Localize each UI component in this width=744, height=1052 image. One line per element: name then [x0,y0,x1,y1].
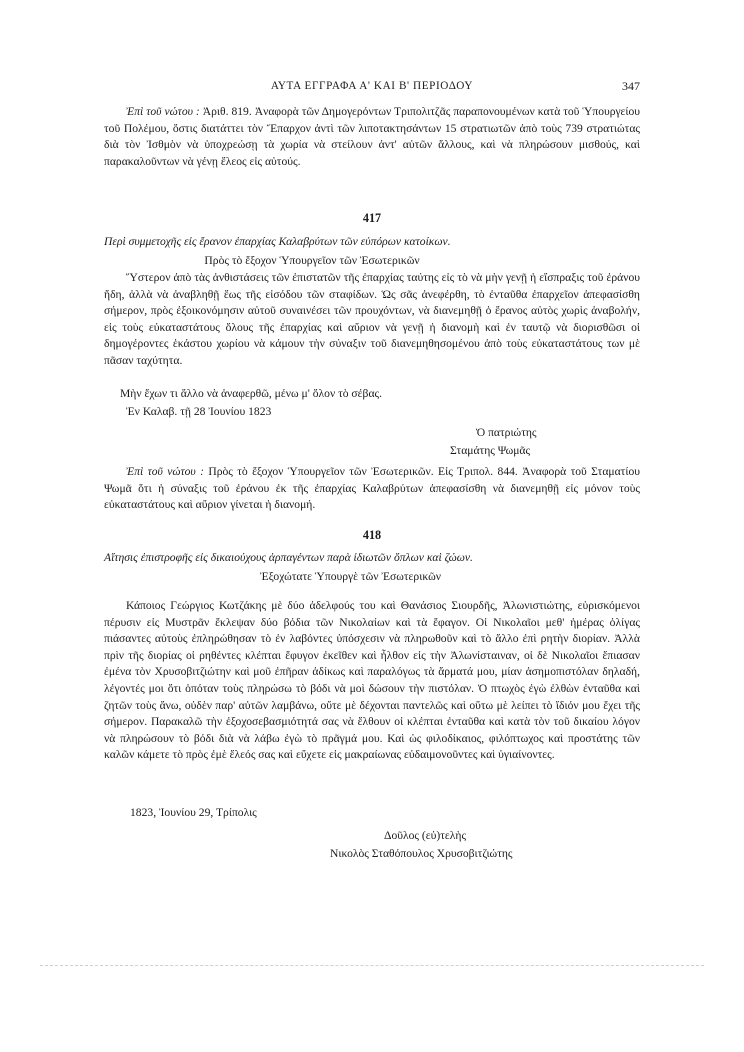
note-on-back-844 [104,464,640,514]
place-date-417: Ἐν Καλαβ. τῇ 28 Ἰουνίου 1823 [126,405,272,418]
signature-name-417: Σταμάτης Ψωμᾶς [450,444,531,457]
note-on-back-819 [104,104,640,170]
page-number: 347 [622,79,640,93]
document-number-417: 417 [362,211,382,225]
signature-title-418: Δοῦλος (εὐ)τελὴς [384,829,467,842]
page-header [104,78,640,96]
document-title-418: Αἴτησις ἐπιστροφῆς εἰς δικαιούχους ἁρπαγέντων παρὰ ἰδιωτῶν ὅπλων καὶ ζώων. [104,551,473,564]
addressee-418: Ἐξοχώτατε Ὑπουργὲ τῶν Ἐσωτερικῶν [260,570,442,583]
note-text: Πρὸς τὸ ἔξοχον Ὑπουργεῖον τῶν Ἐσωτερικῶν. Εἰς Τριπολ. 844. Ἀναφορὰ τοῦ Σταματίου Ψωμᾶ ὅτι ἡ σύναξις τοῦ ἐράνου ἐκ τῆς ἐπαρχίας Καλαβρύτων ἀπεφασίσθη νὰ διανεμηθῇ εἰς μόνον τοὺς εὐκαταστάτους καὶ αὔριον γίνεται ἡ διανομή. [104,465,640,512]
note-head: Ἐπὶ τοῦ νώτου : [126,105,200,118]
signature-title-417: Ὁ πατριώτης [476,426,537,439]
document-body-417: Ὕστερον ἀπὸ τὰς ἀνθιστάσεις τῶν ἐπιστατῶν τῆς ἐπαρχίας ταύτης εἰς τὸ νὰ μὴν γενῇ ἡ εἴσπραξις τοῦ ἐράνου ἤδη, ἀλλὰ νὰ ἀναβληθῇ ἕως τῆς εἰσόδου τῶν σταφίδων. Ὡς σᾶς ἀνεφέρθη, τὸ ἐνταῦθα ἐπαρχεῖον ἀπεφασίσθη σήμερον, πρὸς ἐξοικονόμησιν αὐτοῦ συναινέσει τῶν προυχόντων, νὰ διανεμηθῇ ὁ ἔρανος αὐτὸς χωρὶς ἀναβολήν, εἰς τοὺς εὐκαταστάτους ὅλους τῆς ἐπαρχίας καὶ αὔριον νὰ γενῇ ἡ διανομὴ καὶ ἐν ταυτῷ νὰ διορισθῶσι οἱ δημογέροντες ἑκάστου χωρίου νὰ κάμουν τὴν σύναξιν τοῦ διανεμηθησομένου ἀπὸ τοὺς εὐκαταστάτους των μὲ πᾶσαν ταχύτητα. [104,271,640,367]
note-head: Ἐπὶ τοῦ νώτου : [126,465,204,478]
place-date-418: 1823, Ἰουνίου 29, Τρίπολις [130,806,257,819]
document-number-418: 418 [362,528,382,542]
document-body-418: Κάποιος Γεώργιος Κωτζάκης μὲ δύο ἀδελφούς του καὶ Θανάσιος Σιουρδῆς, Ἀλωνιστιώτης, εὑρισκόμενοι πέρυσιν εἰς Μυστρᾶν ἔκλεψαν δύο βόδια τῶν Νικολαίων καὶ τὰ ἔφαγον. Οἱ Νικολαῖοι μεθ' ἡμέρας ὀλίγας πιάσαντες αὐτοὺς ἐπληρώθησαν τὸ ἐν λαβόντες ὑπόσχεσιν νὰ πληρωθοῦν καὶ τὸ ἄλλο ἐπὶ ρητὴν διορίαν. Ἀλλὰ πρὶν τῆς διορίας οἱ ρηθέντες κλέπται ἔφυγον ἐκεῖθεν καὶ ἦλθον εἰς τὴν Ἀλωνίσταιναν, οἱ δὲ Νικολαῖοι ἔπιασαν ἐμένα τὸν Χρυσοβιτζιώτην καὶ μοῦ ἐπῆραν ἀδίκως καὶ παραλόγως τὰ ἄρματά μου, μίαν ἀσημοπιστόλαν δηλαδή, λέγοντές μοι ὅτι ὁπόταν τοὺς πληρώσω τὸ βόδι νὰ μοὶ δώσουν τὴν πιστόλαν. Ὁ πτωχὸς ἐγὼ ἐλθὼν ἐνταῦθα καὶ ζητῶν τοὺς ἄνω, οὐδὲν παρ' αὐτῶν λαμβάνω, οὔτε μὲ δέχονται παντελῶς καὶ οὕτω μὲ λείπει τὸ ἴδιόν μου ἕχει τῆς σήμερον. Παρακαλῶ τὴν ἐξοχοσεβασμιότητά σας νὰ ἔλθουν οἱ κλέπται ἐνταῦθα καὶ κατὰ τὸν τοῦ δικαίου λόγον νὰ πληρώσουν τὸ βόδι διὰ νὰ λάβω ἐγὼ τὸ πρᾶγμά μου. Καὶ ὡς φιλοδίκαιος, φιλόπτωχος καὶ προστάτης τῶν καλῶν κάμετε τὸ πρὸς ἐμὲ ἔλεός σας καὶ εὔχετε εἰς μακραίωνας εὐδαιμονοῦντες καὶ ὑγιαίνοντες. [104,599,640,762]
note-text: Ἀριθ. 819. Ἀναφορὰ τῶν Δημογερόντων Τριπολιτζᾶς παραπονουμένων κατὰ τοῦ Ὑπουργείου τοῦ Πολέμου, ὅστις διατάττει τὸν Ἔπαρχον ἀντὶ τῶν λιποτακτησάντων 15 στρατιωτῶν ἀπὸ τοὺς 739 στρατιώτας διὰ τὸν Ἰσθμὸν νὰ ὑποχρεώσῃ τὰ χωρία νὰ στείλουν ἀντ' αὐτῶν ἄλλους, καὶ νὰ πληρώσουν μισθούς, καὶ παρακαλοῦντων νὰ γένῃ ἔλεος εἰς αὐτούς. [104,105,640,168]
scan-edge-line [40,965,704,966]
running-title: ΑΥΤΑ ΕΓΓΡΑΦΑ Α' ΚΑΙ Β' ΠΕΡΙΟΔΟΥ [270,80,474,92]
document-title-417: Περὶ συμμετοχῆς εἰς ἔρανον ἐπαρχίας Καλαβρύτων τῶν εὐπόρων κατοίκων. [104,235,451,248]
closing-line-417: Μὴν ἔχων τι ἄλλο νὰ ἀναφερθῶ, μένω μ' ὅλον τὸ σέβας. [120,387,383,400]
addressee-417: Πρὸς τὸ ἔξοχον Ὑπουργεῖον τῶν Ἐσωτερικῶν [204,254,420,267]
signature-name-418: Νικολὸς Σταθόπουλος Χρυσοβιτζιώτης [330,847,513,860]
